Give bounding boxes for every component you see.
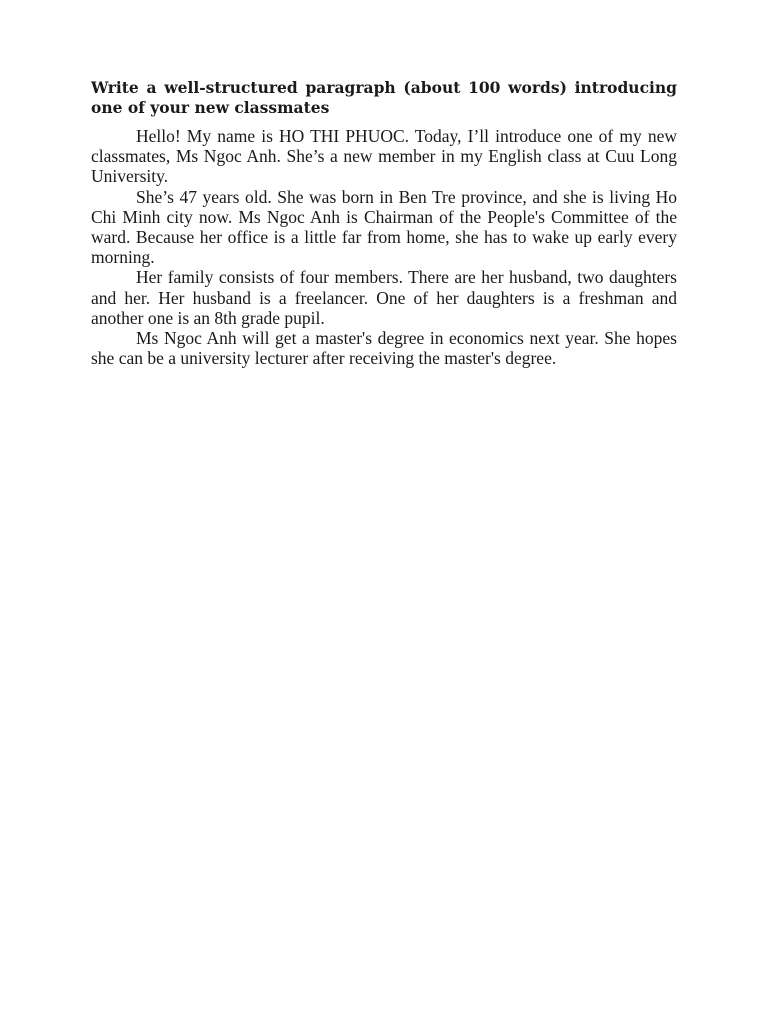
paragraph-plans: Ms Ngoc Anh will get a master's degree in economics next year. She hopes she can be a university lecturer after receiving the master's degree. xyxy=(91,328,677,369)
paragraph-background: She’s 47 years old. She was born in Ben Tre province, and she is living Ho Chi Minh city now. Ms Ngoc Anh is Chairman of the People's Committee of the ward. Because her office is a little far from home, she has to wake up early every morning. xyxy=(91,186,677,268)
assignment-heading: Write a well-structured paragraph (about 100 words) introducing one of your new classmates xyxy=(91,78,677,117)
paragraph-introduction: Hello! My name is HO THI PHUOC. Today, I’ll introduce one of my new classmates, Ms Ngoc Anh. She’s a new member in my English class at Cuu Long University. xyxy=(91,126,677,187)
document-body xyxy=(91,78,677,368)
paragraph-family: Her family consists of four members. There are her husband, two daughters and her. Her husband is a freelancer. One of her daughters is a freshman and another one is an 8th grade pupil. xyxy=(91,267,677,328)
